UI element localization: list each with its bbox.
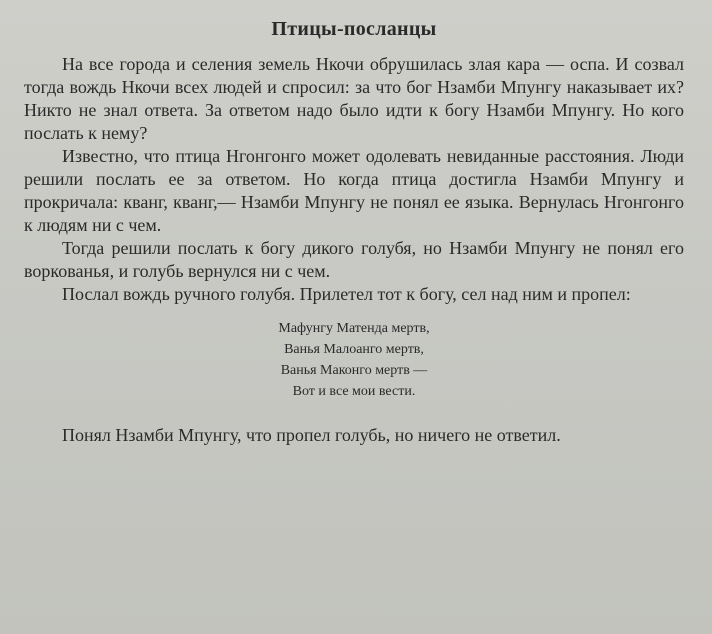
paragraph-3: Тогда решили послать к богу дикого голубя, но Нзамби Мпунгу не понял его воркованья, и голубь вернулся ни с чем.	[24, 238, 684, 281]
poem-line-1: Мафунгу Матенда мертв,	[278, 321, 430, 336]
paragraph-final: Понял Нзамби Мпунгу, что пропел голубь, но ничего не ответил.	[62, 425, 561, 445]
paragraph-4: Послал вождь ручного голубя. Прилетел тот к богу, сел над ним и пропел:	[62, 284, 631, 304]
paragraph-2: Известно, что птица Нгонгонго может одолевать невиданные расстояния. Люди решили послать ее за ответом. Но когда птица достигла Нзамби Мпунгу и прокричала: кванг, кванг,— Нзамби Мпунгу не понял ее языка. Вернулась Нгонгонго к людям ни с чем.	[24, 146, 684, 235]
poem-line-4: Вот и все мои вести.	[292, 384, 416, 399]
poem-line-3: Ванья Маконго мертв —	[280, 363, 428, 378]
poem-block	[24, 318, 684, 402]
paragraph-1: На все города и селения земель Нкочи обрушилась злая кара — оспа. И созвал тогда вождь Нкочи всех людей и спросил: за что бог Нзамби Мпунгу наказывает их? Никто не знал ответа. За ответом надо было идти к богу Нзамби Мпунгу. Но кого послать к нему?	[24, 54, 684, 143]
story-title: Птицы-посланцы	[271, 18, 437, 40]
poem-line-2: Ванья Малоанго мертв,	[284, 342, 424, 357]
